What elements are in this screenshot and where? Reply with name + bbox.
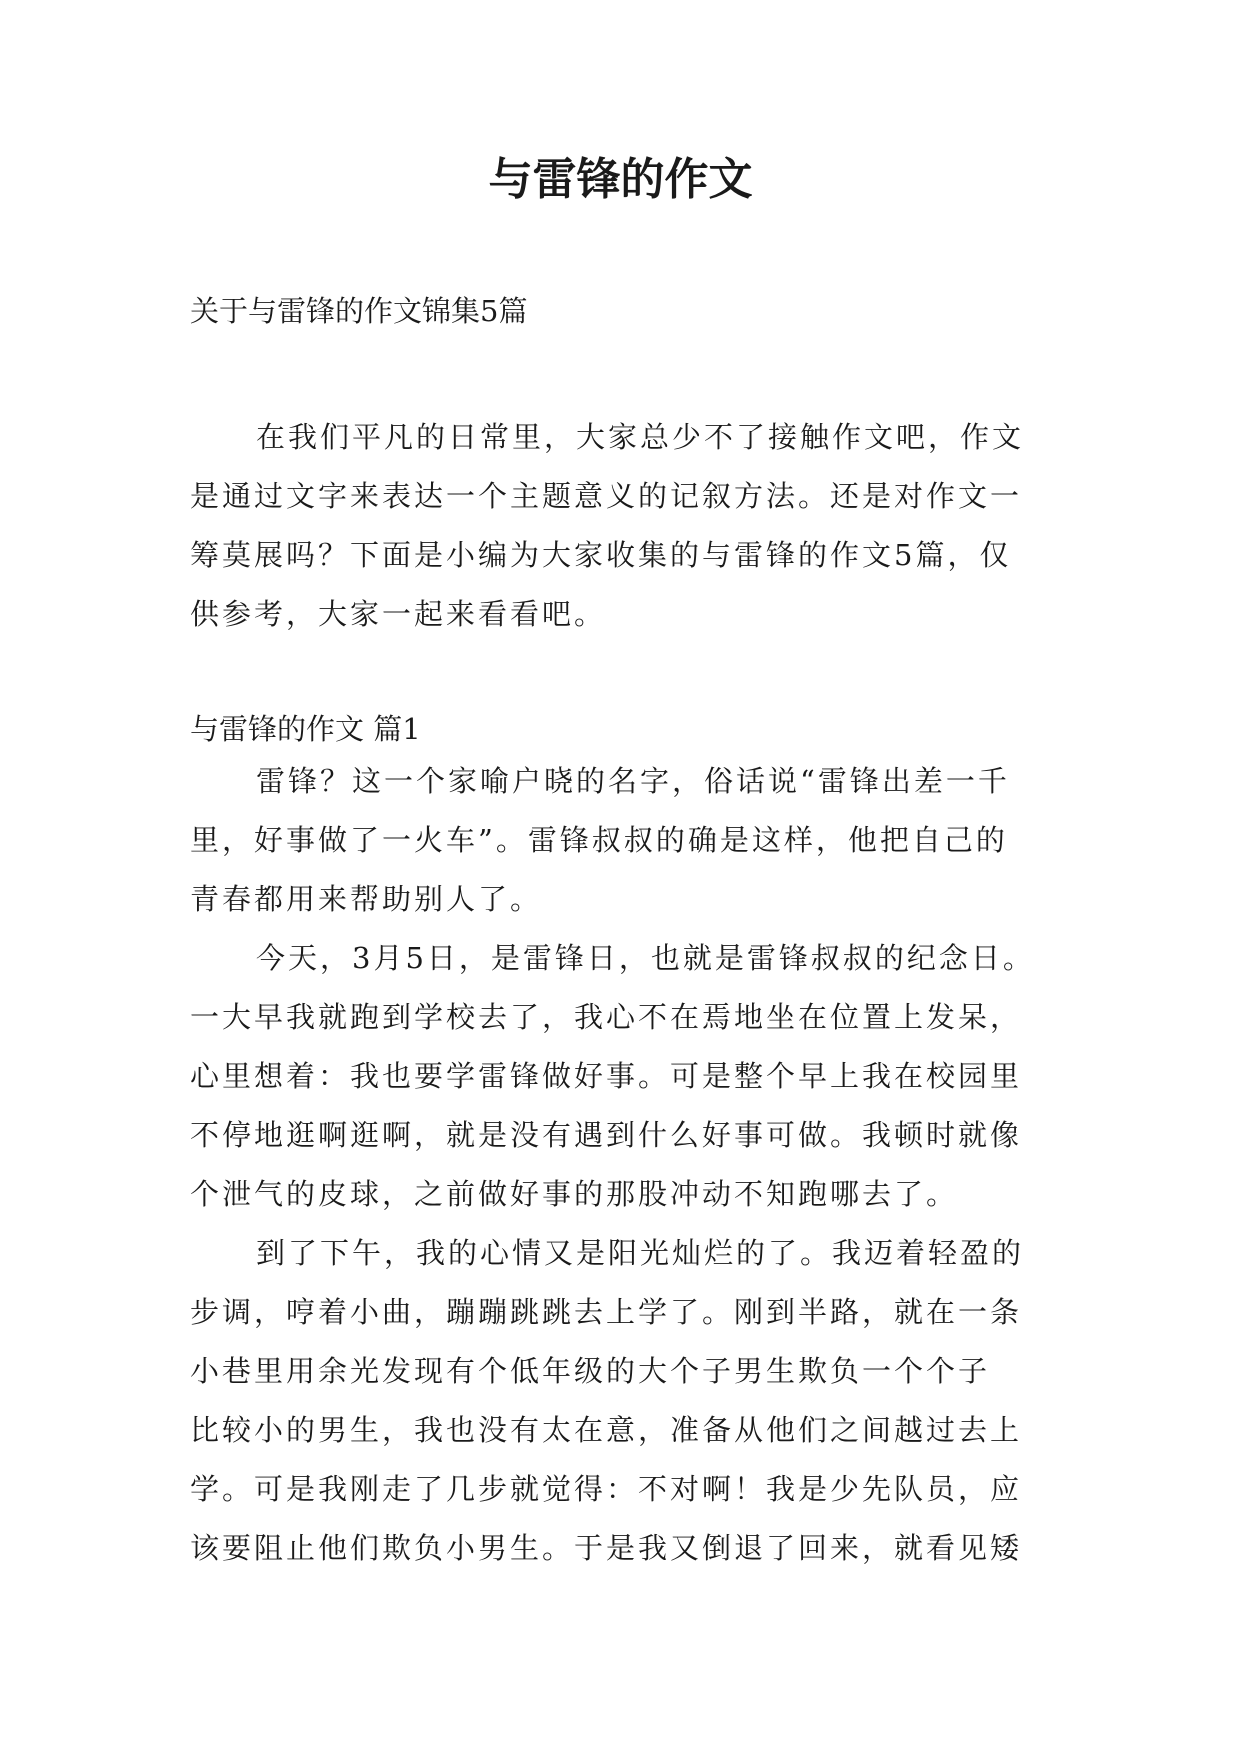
paragraph-line: 小巷里用余光发现有个低年级的大个子男生欺负一个个子 xyxy=(190,1354,991,1388)
paragraph-line: 到了下午，我的心情又是阳光灿烂的了。我迈着轻盈的 xyxy=(256,1236,1025,1270)
paragraph-line: 一大早我就跑到学校去了，我心不在焉地坐在位置上发呆， xyxy=(190,1000,1023,1034)
paragraph-line: 雷锋？这一个家喻户晓的名字，俗话说“雷锋出差一千 xyxy=(256,764,1010,798)
paragraph-line: 该要阻止他们欺负小男生。于是我又倒退了回来，就看见矮 xyxy=(190,1531,1023,1565)
document-subtitle: 关于与雷锋的作文锦集5篇 xyxy=(190,294,528,328)
paragraph-line: 比较小的男生，我也没有太在意，准备从他们之间越过去上 xyxy=(190,1413,1023,1447)
intro-line: 供参考，大家一起来看看吧。 xyxy=(190,597,607,631)
paragraph-line: 学。可是我刚走了几步就觉得：不对啊！我是少先队员，应 xyxy=(190,1472,1023,1506)
intro-line: 是通过文字来表达一个主题意义的记叙方法。还是对作文一 xyxy=(190,479,1023,513)
paragraph-line: 不停地逛啊逛啊，就是没有遇到什么好事可做。我顿时就像 xyxy=(190,1118,1023,1152)
section-heading: 与雷锋的作文 篇1 xyxy=(190,712,421,746)
body-paragraph xyxy=(190,929,1060,1224)
body-paragraph xyxy=(190,752,1060,929)
body-paragraph xyxy=(190,1224,1060,1578)
intro-line: 筹莫展吗？下面是小编为大家收集的与雷锋的作文5篇，仅 xyxy=(190,538,1012,572)
essay-section-1 xyxy=(190,706,1060,1578)
paragraph-line: 心里想着：我也要学雷锋做好事。可是整个早上我在校园里 xyxy=(190,1059,1023,1093)
paragraph-line: 里，好事做了一火车”。雷锋叔叔的确是这样，他把自己的 xyxy=(190,823,1008,857)
paragraph-line: 青春都用来帮助别人了。 xyxy=(190,882,543,916)
document-title: 与雷锋的作文 xyxy=(488,154,753,205)
intro-paragraph xyxy=(190,408,1060,644)
paragraph-line: 个泄气的皮球，之前做好事的那股冲动不知跑哪去了。 xyxy=(190,1177,959,1211)
intro-line: 在我们平凡的日常里，大家总少不了接触作文吧，作文 xyxy=(256,420,1025,454)
paragraph-line: 步调，哼着小曲，蹦蹦跳跳去上学了。刚到半路，就在一条 xyxy=(190,1295,1023,1329)
paragraph-line: 今天，3月5日，是雷锋日，也就是雷锋叔叔的纪念日。 xyxy=(256,941,1035,975)
